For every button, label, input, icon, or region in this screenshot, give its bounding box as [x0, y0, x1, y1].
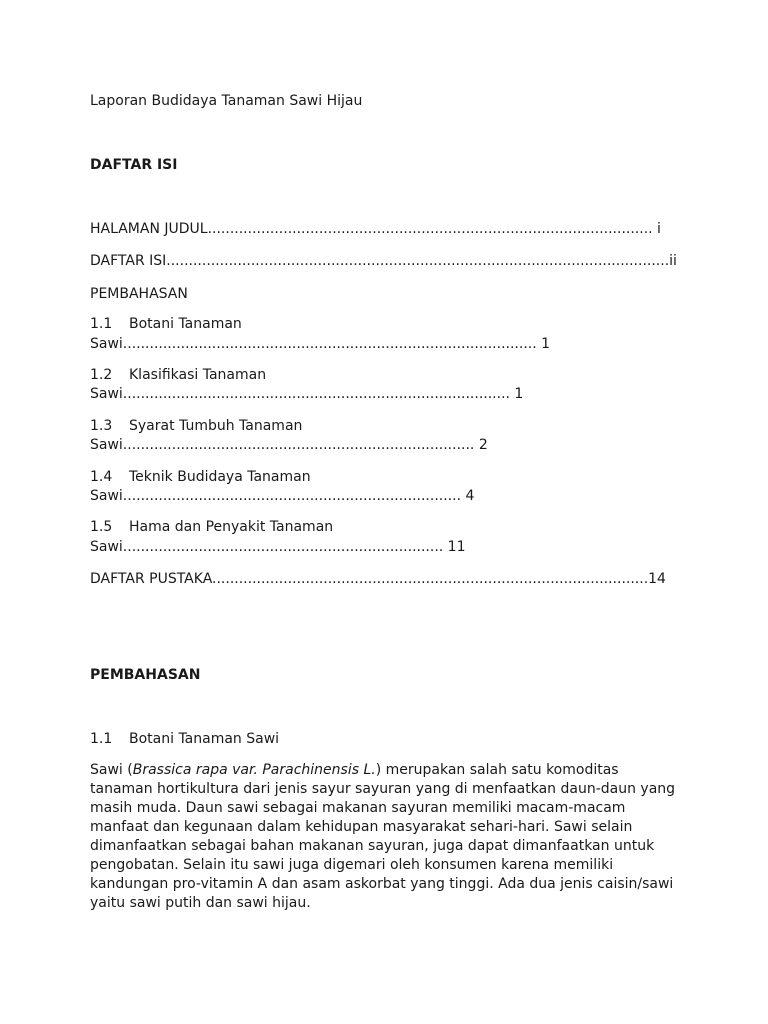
toc-item-number: 1.2: [90, 367, 113, 383]
toc-item-title: Klasifikasi Tanaman: [129, 367, 267, 383]
paragraph-text-rest: ) merupakan salah satu komoditas tanaman hortikultura dari jenis sayur sayuran yang di menfaatkan daun-daun yang masih muda. Daun sawi sebagai makanan sayuran memiliki macam-macam manfaat dan kegunaan dalam kehidupan masyarakat sehari-hari. Sawi selain dimanfaatkan sebagai bahan makanan sayuran, juga dapat dimanfaatkan untuk pengobatan. Selain itu sawi juga digemari oleh konsumen karena memiliki kandungan pro-vitamin A dan asam askorbat yang tinggi. Ada dua jenis caisin/sawi yaitu sawi putih dan sawi hijau.: [90, 762, 676, 911]
toc-item-title: Teknik Budidaya Tanaman: [129, 469, 311, 485]
toc-heading: DAFTAR ISI: [90, 157, 178, 173]
document-title: Laporan Budidaya Tanaman Sawi Hijau: [90, 93, 363, 109]
toc-item-1-3-leader: Sawi............................................................................... 2: [90, 437, 488, 453]
subsection-title: Botani Tanaman Sawi: [129, 731, 280, 747]
toc-item-1-2-leader: Sawi....................................................................................... 1: [90, 386, 524, 402]
toc-entry-daftar-pustaka: DAFTAR PUSTAKA..................................................................................................14: [90, 571, 666, 587]
toc-item-1-2: [90, 366, 266, 384]
toc-item-1-3: [90, 417, 302, 435]
body-paragraph: [90, 761, 680, 913]
toc-item-1-4: [90, 468, 311, 486]
toc-item-1-5-leader: Sawi........................................................................ 11: [90, 539, 466, 555]
toc-item-1-5: [90, 518, 333, 536]
toc-entry-pembahasan: PEMBAHASAN: [90, 286, 188, 302]
subsection-heading: [90, 730, 279, 748]
toc-item-title: Botani Tanaman: [129, 316, 242, 332]
toc-item-1-1-leader: Sawi............................................................................................. 1: [90, 336, 551, 352]
toc-item-number: 1.1: [90, 316, 113, 332]
toc-item-number: 1.4: [90, 469, 113, 485]
toc-item-title: Syarat Tumbuh Tanaman: [129, 418, 303, 434]
section-heading: PEMBAHASAN: [90, 667, 201, 683]
toc-entry-halaman-judul: HALAMAN JUDUL.................................................................................................... i: [90, 221, 661, 237]
paragraph-text-start: Sawi (: [90, 762, 133, 778]
scientific-name: Brassica rapa var. Parachinensis L.: [132, 762, 376, 778]
subsection-number: 1.1: [90, 731, 113, 747]
toc-item-1-4-leader: Sawi............................................................................ 4: [90, 488, 475, 504]
toc-item-1-1: [90, 315, 242, 333]
toc-item-number: 1.5: [90, 519, 113, 535]
toc-item-number: 1.3: [90, 418, 113, 434]
toc-entry-daftar-isi: DAFTAR ISI.................................................................................................................ii: [90, 253, 677, 269]
toc-item-title: Hama dan Penyakit Tanaman: [129, 519, 334, 535]
